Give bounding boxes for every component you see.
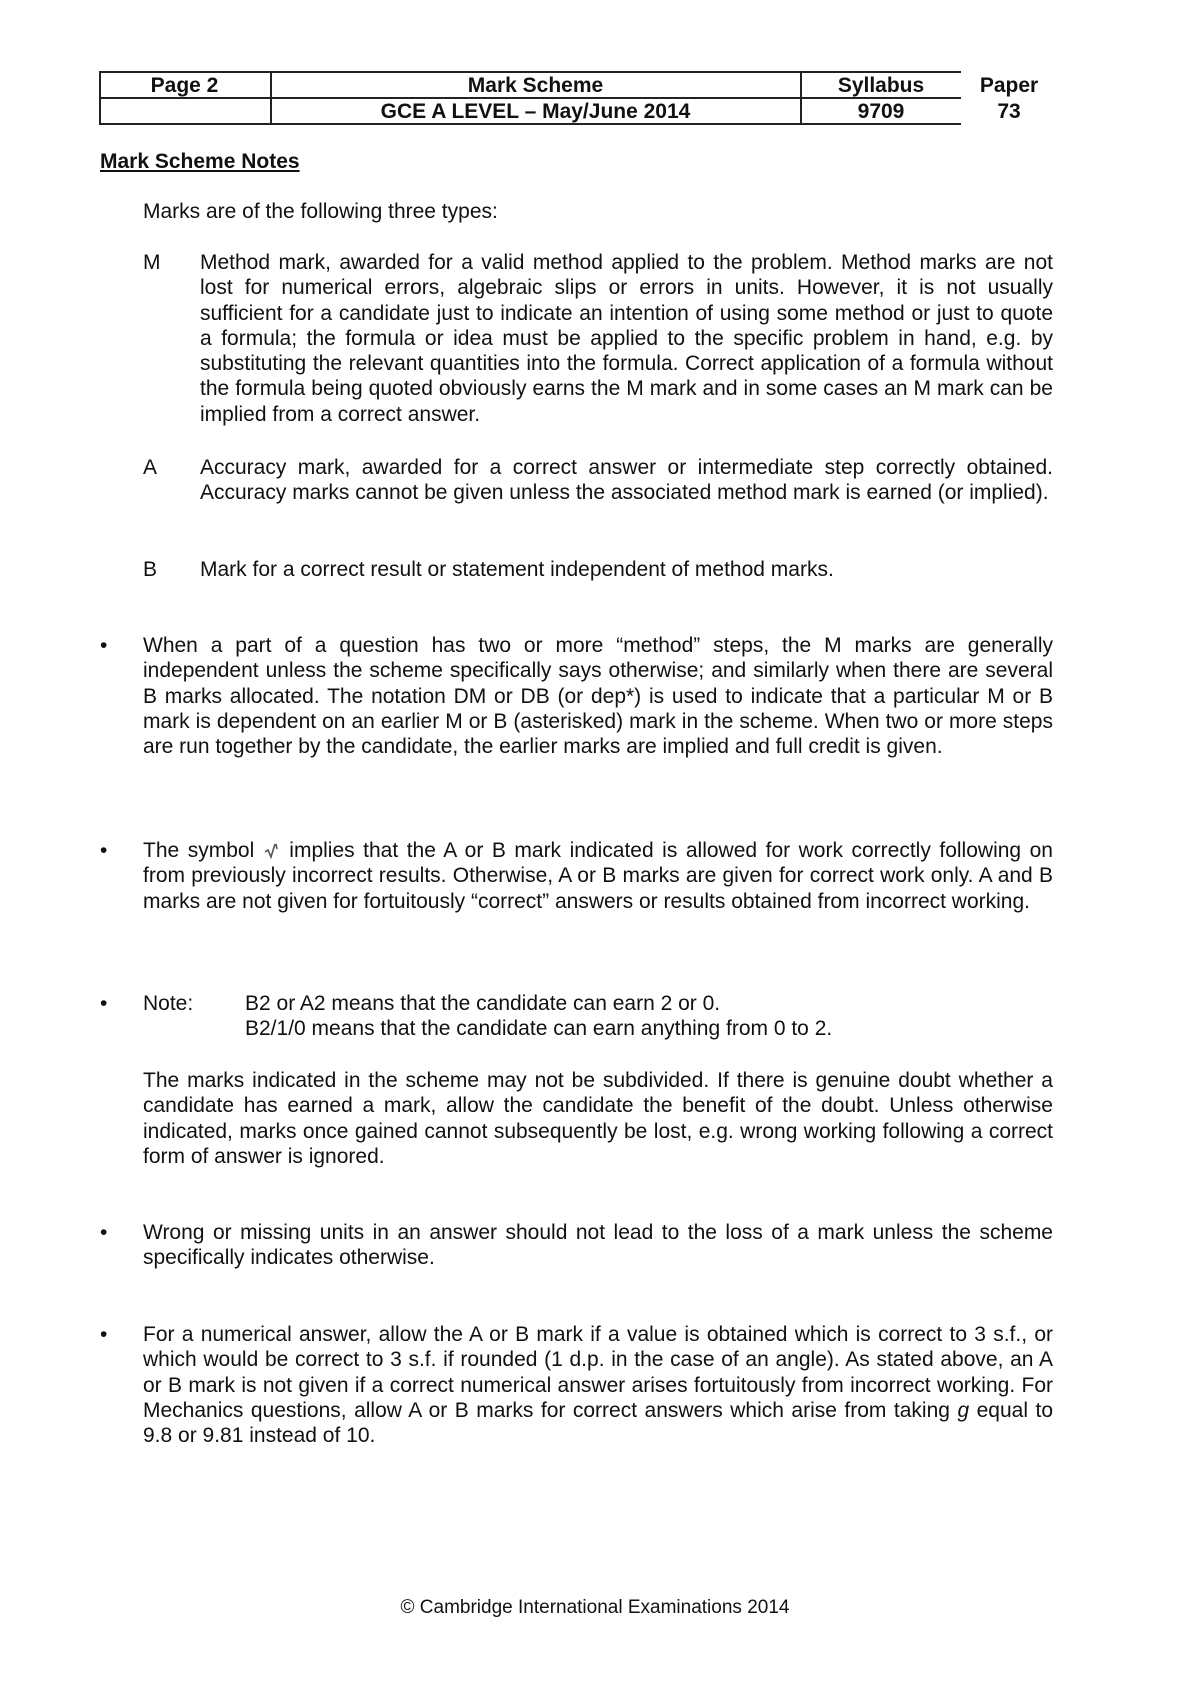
follow-through-tick-icon (263, 841, 281, 859)
mark-type-code: B (143, 558, 158, 581)
mark-type-description: Accuracy mark, awarded for a correct answer or intermediate step correctly obtained. Accuracy marks cannot be given unless the associated method mark is earned (or implied). (200, 456, 1053, 505)
note-units: Wrong or missing units in an answer should not lead to the loss of a mark unless the scheme specifically indicates otherwise. (143, 1221, 1053, 1270)
note-line-2: B2/1/0 means that the candidate can earn anything from 0 to 2. (245, 1017, 833, 1040)
footer-copyright: © Cambridge International Examinations 2014 (400, 1597, 790, 1618)
section-title: Mark Scheme Notes (100, 150, 300, 173)
numerical-text-before: For a numerical answer, allow the A or B mark if a value is obtained which is correct to 3 s.f., or which would be correct to 3 s.f. if rounded (1 d.p. in the case of an angle). As stated above, an A or B mark is not given if a correct numerical answer arises fortuitously from incorrect working. For Mechanics questions, allow A or B marks for correct answers which arise from taking (143, 1323, 1053, 1422)
intro-text: Marks are of the following three types: (143, 200, 498, 223)
note-numerical-answer (143, 1322, 1053, 1448)
header-mark-scheme-label: Mark Scheme (467, 74, 604, 97)
symbol-text-after: implies that the A or B mark indicated is allowed for work correctly following on from previously incorrect results. Otherwise, A or B marks are given for correct work only. A and B marks are not given for fortuitously “correct” answers or results obtained from incorrect working. (143, 839, 1053, 913)
mark-type-code: M (143, 251, 161, 274)
header-table (99, 71, 1057, 125)
bullet-marker: • (100, 1221, 108, 1244)
bullet-marker: • (100, 1323, 108, 1346)
mark-type-description: Mark for a correct result or statement independent of method marks. (200, 558, 834, 581)
symbol-text-before: The symbol (143, 839, 255, 862)
mark-type-code: A (143, 456, 158, 479)
header-paper-label: Paper (979, 74, 1039, 97)
bullet-marker: • (100, 839, 108, 862)
header-exam-session: GCE A LEVEL – May/June 2014 (380, 100, 691, 123)
bullet-marker: • (100, 992, 108, 1015)
note-follow-through (143, 838, 1053, 914)
header-paper-number: 73 (997, 100, 1021, 123)
note-label: Note: (143, 992, 194, 1015)
note-subdivision-paragraph: The marks indicated in the scheme may not be subdivided. If there is genuine doubt whether a candidate has earned a mark, allow the candidate the benefit of the doubt. Unless otherwise indicated, marks once gained cannot subsequently be lost, e.g. wrong working following a correct form of answer is ignored. (143, 1069, 1053, 1168)
header-syllabus-label: Syllabus (837, 74, 925, 97)
mark-type-description: Method mark, awarded for a valid method applied to the problem. Method marks are not lost for numerical errors, algebraic slips or errors in units. However, it is not usually sufficient for a candidate just to indicate an intention of using some method or just to quote a formula; the formula or idea must be applied to the specific problem in hand, e.g. by substituting the relevant quantities into the formula. Correct application of a formula without the formula being quoted obviously earns the M mark and in some cases an M mark can be implied from a correct answer. (200, 251, 1053, 426)
bullet-marker: • (100, 634, 108, 657)
note-method-steps: When a part of a question has two or more “method” steps, the M marks are generally independent unless the scheme specifically says otherwise; and similarly when there are several B marks allocated. The notation DM or DB (or dep*) is used to indicate that a particular M or B mark is dependent on an earlier M or B (asterisked) mark in the scheme. When two or more steps are run together by the candidate, the earlier marks are implied and full credit is given. (143, 634, 1053, 759)
gravity-symbol: g (957, 1398, 970, 1422)
header-page-label: Page 2 (150, 74, 219, 97)
note-line-1: B2 or A2 means that the candidate can earn 2 or 0. (245, 992, 721, 1015)
header-syllabus-code: 9709 (857, 100, 905, 123)
numerical-text-after: equal to 9.8 or 9.81 instead of 10. (143, 1398, 1054, 1448)
